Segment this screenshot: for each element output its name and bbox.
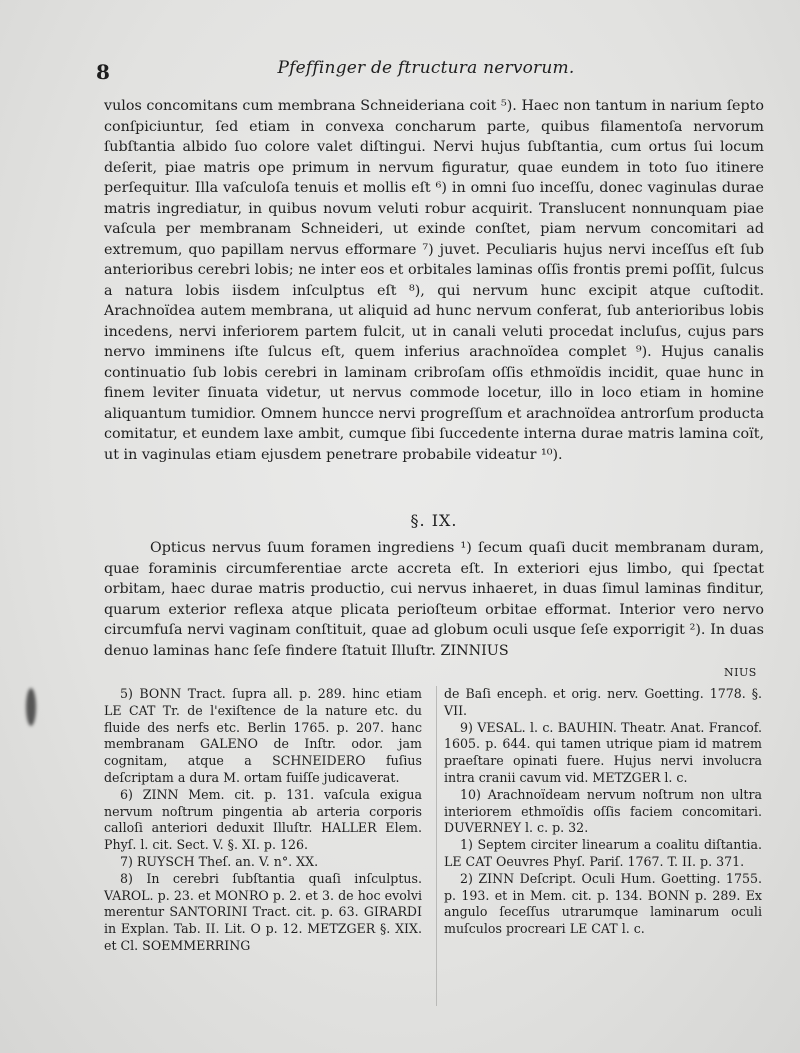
ink-stain — [26, 688, 36, 726]
page-number: 8 — [96, 60, 110, 84]
catchword: NIUS — [724, 666, 757, 679]
footnote: 7) RUYSCH Theſ. an. V. n°. XX. — [120, 853, 319, 869]
footnote-continuation: de Baſi enceph. et orig. nerv. Goetting. 1778. §. VII. — [444, 686, 762, 718]
section-paragraph: Opticus nervus ſuum foramen ingrediens ¹) ſecum quaſi ducit membranam duram, quae foraminis circumferentiae arcte accreta eſt. In exteriori ejus limbo, qui ſpectat orbitam, haec durae matris productio, cui nervus inhaeret, in duas ſimul laminas finditur, quarum exterior reflexa atque plicata perioſteum orbitae efformat. Interior vero nervo circumfuſa nervi vaginam conſtituit, quae ad globum oculi usque ſeſe exporrigit ²). In duas denuo laminas hanc ſeſe findere ſtatuit Illuſtr. ZINNIUS — [104, 540, 764, 659]
main-text-block — [104, 96, 764, 465]
footnote: 10) Arachnoïdeam nervum noſtrum non ultra interiorem ethmoïdis oſſis faciem concomitari. DUVERNEY l. c. p. 32. — [444, 786, 762, 836]
running-title: Pfeffinger de ftructura nervorum. — [277, 58, 575, 78]
footnote: 6) ZINN Mem. cit. p. 131. vaſcula exigua nervum noſtrum pingentia ab arteria corporis calloſi anteriori deduxit Illuſtr. HALLER Elem. Phyſ. l. cit. Sect. V. §. XI. p. 126. — [104, 786, 422, 853]
footnote: 5) BONN Tract. ſupra all. p. 289. hinc etiam LE CAT Tr. de l'exiſtence de la nature etc. du fluide des nerfs etc. Berlin 1765. p. 207. hanc membranam GALENO de Inſtr. odor. jam cognitam, atque a SCHNEIDERO fuſius deſcriptam a dura M. ortam fuiſſe judicaverat. — [104, 686, 422, 785]
section-heading: §. IX. — [410, 511, 458, 530]
column-divider — [436, 686, 437, 1006]
section-text-block — [104, 538, 764, 661]
body-paragraph: vulos concomitans cum membrana Schneideriana coit ⁵). Haec non tantum in narium ſepto conſpiciuntur, ſed etiam in convexa concharum parte, quibus filamentoſa nervorum ſubſtantia albido ſuo colore valet diſtingui. Nervi hujus ſubſtantia, cum ortus ſui locum deſerit, piae matris ope primum in nervum figuratur, quae eundem in toto ſuo itinere perſequitur. Illa vaſculoſa tenuis et mollis eſt ⁶) in omni ſuo inceſſu, donec vaginulas durae matris ingrediatur, in quibus novum veluti robur acquirit. Translucent nonnunquam piae vaſcula per membranam Schneideri, ut exinde conſtet, piam nervum concomitari ad extremum, quo papillam nervus efformare ⁷) juvet. Peculiaris hujus nervi inceſſus eſt ſub anterioribus cerebri lobis; ne inter eos et orbitales laminas oſſis frontis premi poſſit, ſulcus a natura lobis iisdem inſculptus eſt ⁸), qui nervum hunc excipit atque cuſtodit. Arachnoïdea autem membrana, ut aliquid ad hunc nervum conferat, ſub anterioribus lobis incedens, nervi inferiorem partem fulcit, ut in canali veluti procedat incluſus, cujus pars nervo imminens iſte ſulcus eſt, quem inferius arachnoïdea complet ⁹). Hujus canalis continuatio ſub lobis cerebri in laminam cribroſam oſſis ethmoïdis incidit, quae hunc in finem leviter ſinuata videtur, ut nervus commode locetur, illo in loco etiam in homine aliquantum tumidior. Omnem huncce nervi progreſſum et arachnoïdea antrorſum producta comitatur, et eundem laxe ambit, cumque ſibi ſuccedente interna durae matris lamina coït, ut in vaginulas etiam ejusdem penetrare probabile videatur ¹⁰). — [104, 98, 764, 463]
footnote: 8) In cerebri ſubſtantia quaſi inſculptus. VAROL. p. 23. et MONRO p. 2. et 3. de hoc evolvi merentur SANTORINI Tract. cit. p. 63. GIRARDI in Explan. Tab. II. Lit. O p. 12. METZGER §. XIX. et Cl. SOEMMERRING — [104, 870, 422, 953]
footnotes-left-column — [104, 686, 422, 955]
footnotes — [104, 686, 764, 1016]
footnote: 9) VESAL. l. c. BAUHIN. Theatr. Anat. Francof. 1605. p. 644. qui tamen utrique piam id matrem praeſtare opinati fuere. Hujus nervi involucra intra cranii cavum vid. METZGER l. c. — [444, 719, 762, 785]
footnote: 2) ZINN Deſcript. Oculi Hum. Goetting. 1755. p. 193. et in Mem. cit. p. 134. BONN p. 289. Ex angulo ſeceſſus utrarumque laminarum oculi muſculos procreari LE CAT l. c. — [444, 870, 762, 937]
footnote: 1) Septem circiter linearum a coalitu diſtantia. LE CAT Oeuvres Phyſ. Pariſ. 1767. T. II. p. 371. — [444, 837, 762, 869]
footnotes-right-column — [444, 686, 762, 938]
page-header — [96, 58, 756, 86]
